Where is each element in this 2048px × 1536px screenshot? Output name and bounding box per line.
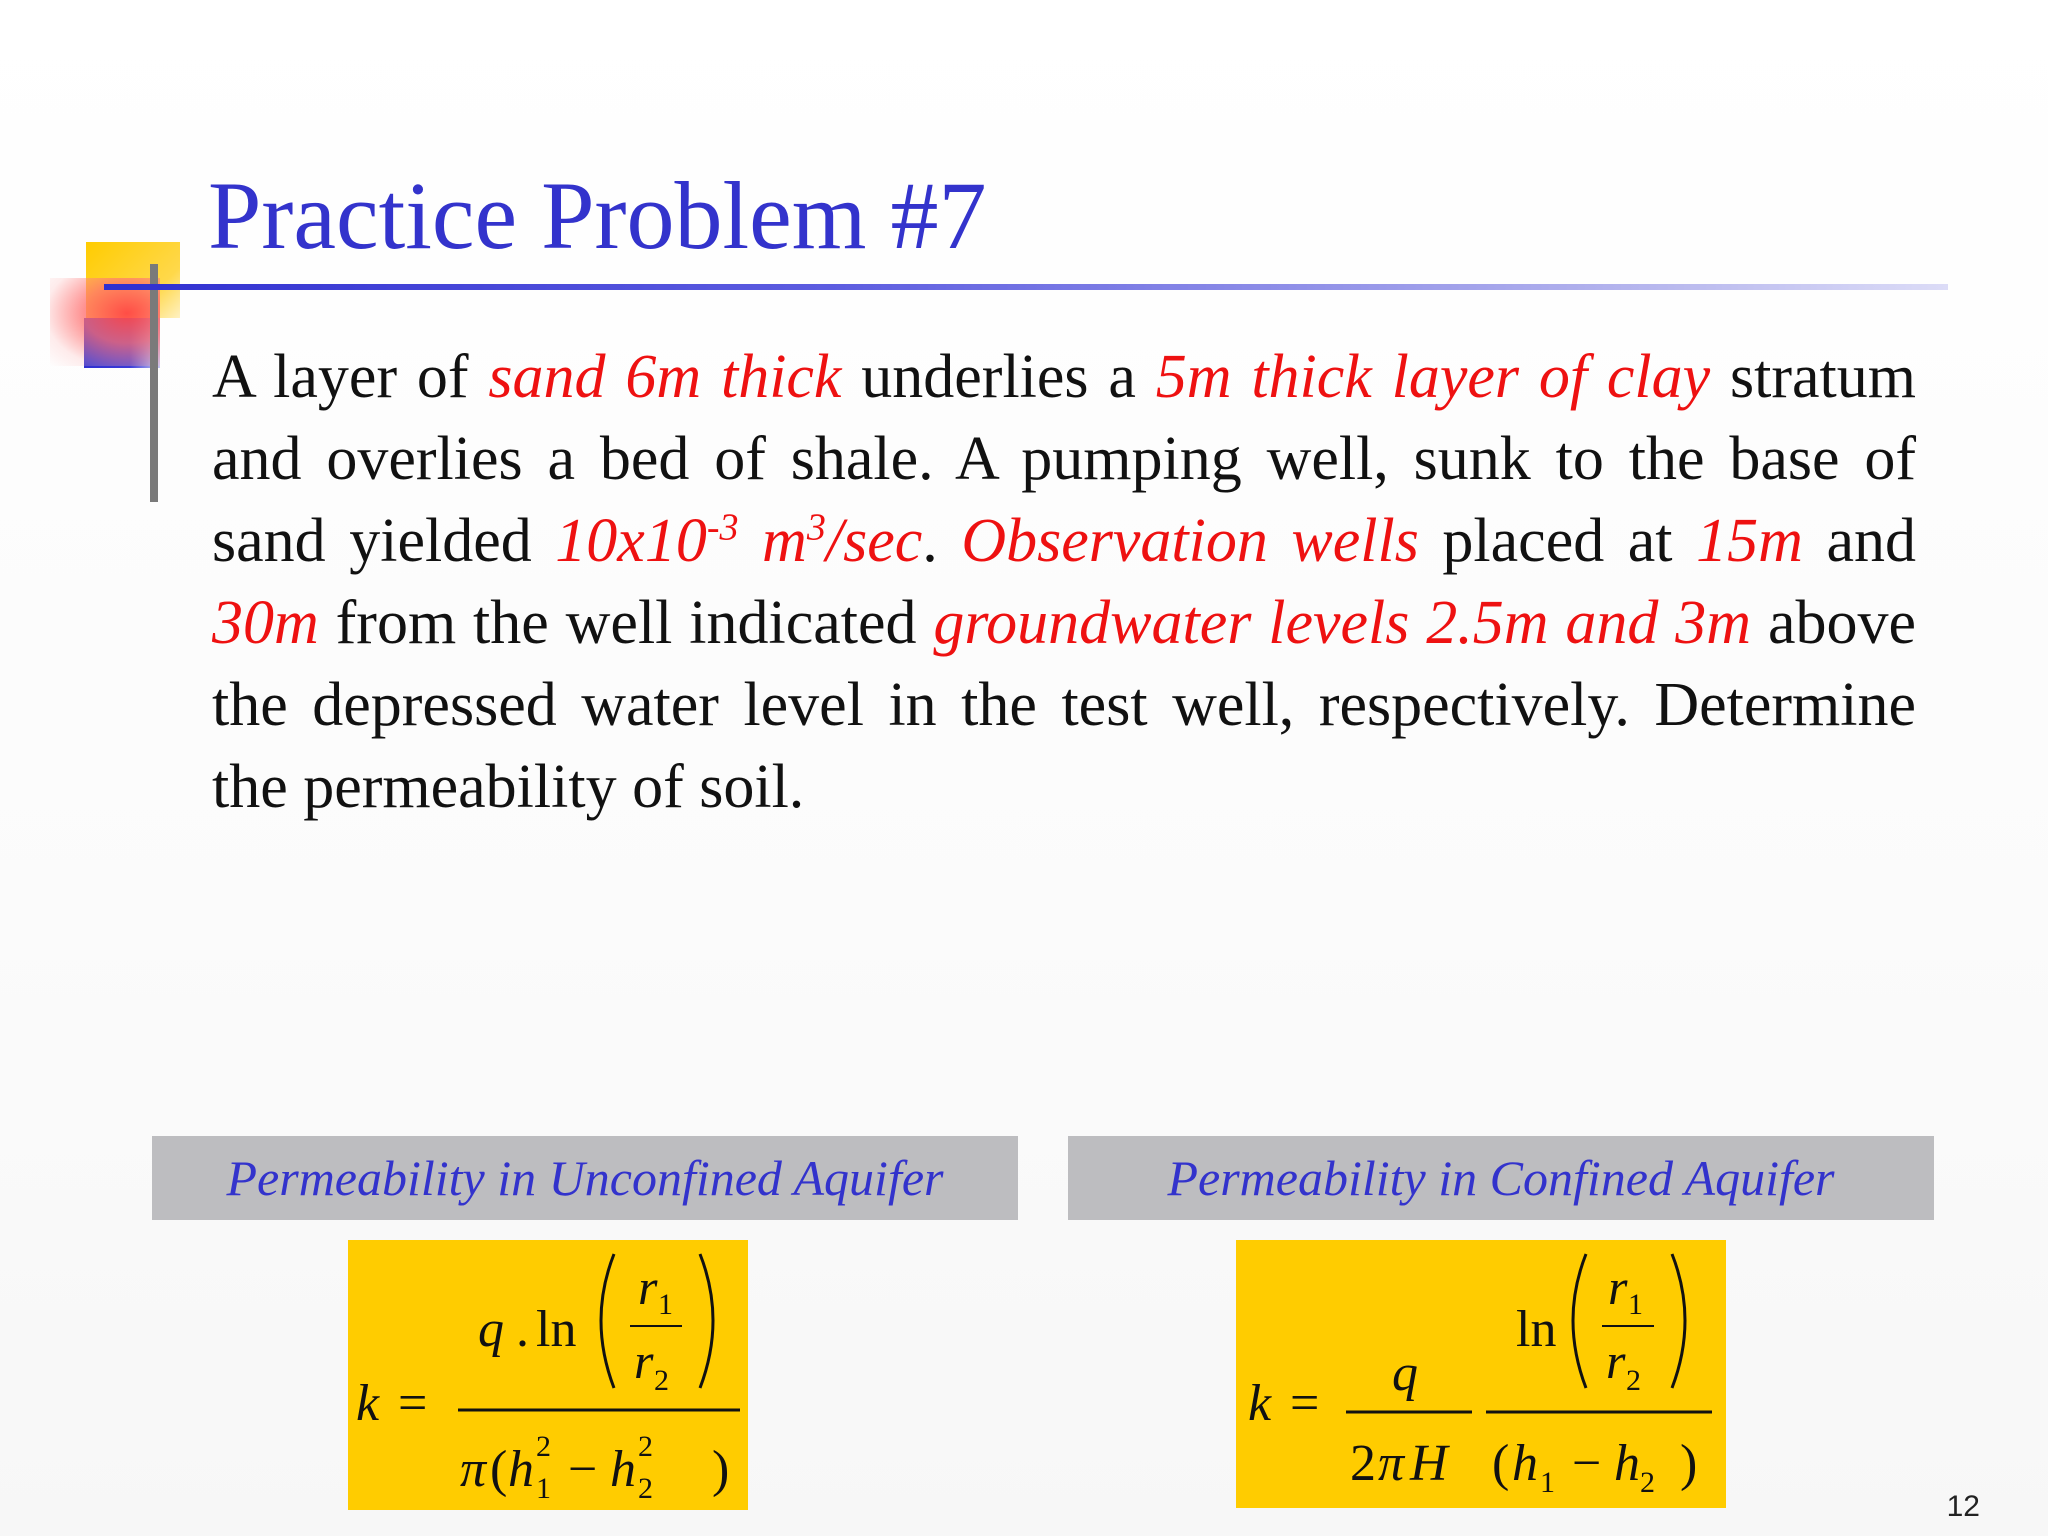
denom-minus: − [1572,1435,1602,1492]
formula-H: H [1410,1435,1448,1492]
text-run: from the well indicated [318,589,934,657]
text-run: . [922,507,962,575]
r1: r [638,1259,658,1315]
formula-q: q [1392,1345,1418,1402]
formula-two: 2 [1350,1435,1376,1492]
text-run: A layer of [212,343,489,411]
r1: r [1608,1259,1628,1315]
text-run: above the depressed water level in the test well, respectively. Determine the permeability of soil. [212,589,1916,821]
formula-equals: = [1290,1375,1320,1432]
highlighted-text-run: /sec [825,507,923,575]
r2: r [634,1333,654,1389]
denom-rparen: ) [1680,1435,1698,1492]
formula-pi: π [460,1441,487,1498]
formula-ln: ln [536,1301,577,1358]
highlighted-text-run: 5m thick layer of clay [1155,343,1711,411]
formula-q: q [478,1301,504,1358]
highlighted-text-run: groundwater levels 2.5m and 3m [933,589,1752,657]
right-paren [1672,1254,1685,1388]
denom-minus: − [568,1441,598,1498]
r2-sub: 2 [1626,1364,1641,1397]
decor-red-glow [50,278,160,366]
problem-statement [212,336,1916,828]
formula-k: k [1248,1375,1272,1432]
formula-pi: π [1378,1435,1405,1492]
text-run: and [1802,507,1916,575]
highlighted-text-run: 10x10 [555,507,707,575]
highlighted-text-run: sand 6m thick [488,343,842,411]
title-underline [104,284,1948,290]
decor-vertical-line [150,264,158,502]
r2: r [1606,1333,1626,1389]
h2-sub: 2 [638,1472,653,1505]
h1-sup: 2 [536,1430,551,1463]
left-paren [1573,1254,1586,1388]
confined-aquifer-label: Permeability in Confined Aquifer [1068,1136,1934,1220]
h1: h [508,1441,534,1498]
h2: h [610,1441,636,1498]
unconfined-formula [348,1240,748,1510]
h1-sub: 1 [536,1472,551,1505]
text-run: placed at [1418,507,1697,575]
right-paren [700,1254,713,1388]
unconfined-aquifer-label: Permeability in Unconfined Aquifer [152,1136,1018,1220]
highlighted-text-run: m [738,507,807,575]
highlighted-text-run: 15m [1696,507,1803,575]
formula-k: k [356,1375,380,1432]
text-run: stratum and overlies a bed of shale. A pumping well, sunk to the base of sand yielded [212,343,1916,575]
denom-lparen: ( [490,1441,508,1498]
left-paren [601,1254,614,1388]
text-run: underlies a [841,343,1156,411]
formula-equals: = [398,1375,428,1432]
h2-sub: 2 [1640,1466,1655,1499]
denom-rparen: ) [712,1441,730,1498]
highlighted-text-run: 3 [806,506,826,549]
h2-sup: 2 [638,1430,653,1463]
r1-sub: 1 [1628,1288,1643,1321]
h1: h [1512,1435,1538,1492]
formula-dot: . [516,1301,529,1358]
denom-lparen: ( [1492,1435,1510,1492]
confined-formula [1236,1240,1726,1508]
page-number: 12 [1946,1490,1980,1523]
highlighted-text-run: -3 [706,506,739,549]
formula-ln: ln [1516,1301,1557,1358]
highlighted-text-run: Observation wells [961,507,1419,575]
r2-sub: 2 [654,1364,669,1397]
r1-sub: 1 [658,1288,673,1321]
h2: h [1614,1435,1640,1492]
h1-sub: 1 [1540,1466,1555,1499]
slide-title: Practice Problem #7 [208,162,987,269]
highlighted-text-run: 30m [212,589,319,657]
